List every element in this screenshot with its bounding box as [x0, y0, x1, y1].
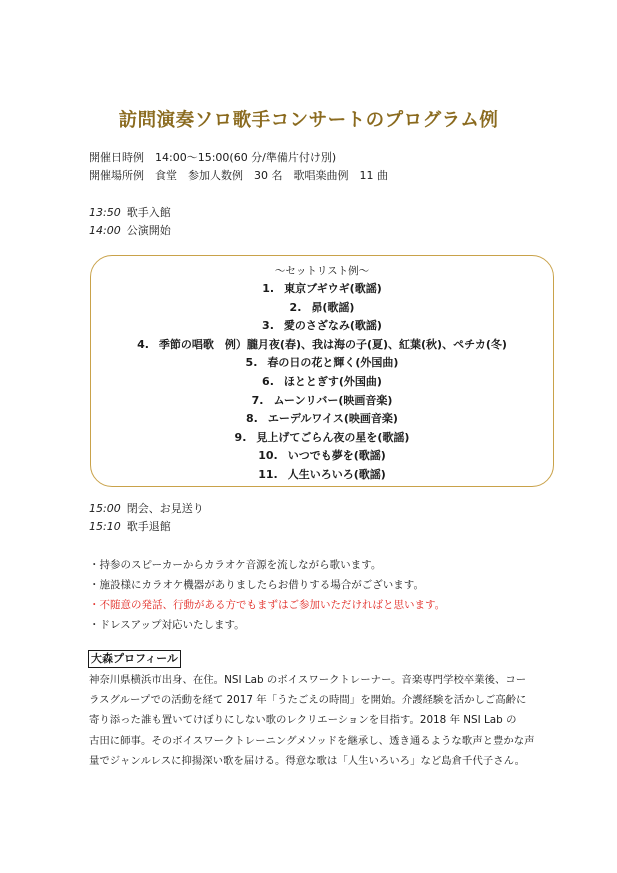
setlist-item-number: 10.	[258, 449, 278, 463]
setlist-item	[91, 336, 553, 355]
setlist-item-title: 見上げてごらん夜の星を(歌謡)	[256, 430, 410, 444]
note: ・ドレスアップ対応いたします。	[89, 619, 245, 631]
setlist-item-title: 人生いろいろ(歌謡)	[287, 467, 386, 481]
setlist-item-number: 7.	[251, 393, 264, 407]
schedule-label: 公演開始	[126, 224, 171, 237]
setlist-item-number: 11.	[258, 467, 278, 481]
schedule-time: 15:00	[89, 502, 121, 515]
setlist-item-title: ムーンリバー(映画音楽)	[273, 393, 393, 407]
setlist-item-number: 3.	[262, 319, 274, 333]
setlist-item-number: 2.	[289, 300, 302, 314]
setlist-item	[91, 299, 553, 318]
note: ・施設様にカラオケ機器がありましたらお借りする場合がございます。	[89, 579, 424, 591]
setlist-item	[91, 410, 553, 429]
setlist-item-title: 春の日の花と輝く(外国曲)	[267, 356, 399, 370]
setlist-item-number: 5.	[245, 356, 258, 370]
schedule-label: 歌手退館	[126, 520, 171, 533]
setlist-item-title: 東京ブギウギ(歌謡)	[284, 282, 382, 295]
setlist-item-title: 昴(歌謡)	[311, 300, 355, 314]
profile-line: ラスグループでの活動を経て 2017 年「うたごえの時間」を開始。介護経験を活かしご高齢に	[89, 694, 527, 707]
profile-line: 量でジャンルレスに抑揚深い歌を届ける。得意な歌は「人生いろいろ」など島倉千代子さん。	[89, 754, 525, 767]
setlist-item-number: 9.	[234, 430, 247, 444]
setlist-item	[91, 447, 553, 466]
setlist-item-title: 愛のさざなみ(歌謡)	[283, 319, 382, 333]
setlist-item	[91, 392, 553, 411]
setlist-box	[90, 255, 554, 487]
setlist-item-number: 4.	[137, 337, 149, 351]
setlist-item-number: 6.	[262, 374, 274, 388]
setlist-item	[91, 429, 553, 448]
setlist-item-title: いつでも夢を(歌謡)	[287, 449, 386, 463]
profile-body	[89, 670, 535, 771]
note: ・持参のスピーカーからカラオケ音源を流しながら歌います。	[89, 559, 382, 571]
setlist-heading: ～セットリスト例～	[274, 265, 370, 277]
setlist-item	[91, 280, 553, 299]
setlist-item-title: 季節の唱歌 例）朧月夜(春)、我は海の子(夏)、紅葉(秋)、ペチカ(冬)	[158, 337, 507, 351]
page-title: 訪問演奏ソロ歌手コンサートのプログラム例	[118, 110, 499, 131]
schedule-item	[89, 518, 171, 534]
setlist	[91, 280, 553, 485]
note-warning: ・不随意の発話、行動がある方でもまずはご参加いただければと思います。	[89, 599, 446, 611]
profile-heading: 大森プロフィール	[88, 650, 181, 668]
schedule-time: 14:00	[89, 224, 121, 237]
profile-line: 古田に師事。そのボイスワークトレーニングメソッドを継承し、透き通るような歌声と豊かな声	[89, 734, 535, 747]
setlist-item-title: エーデルワイス(映画音楽)	[267, 412, 398, 426]
setlist-item-number: 1.	[262, 282, 275, 295]
setlist-item	[91, 466, 553, 485]
event-datetime: 開催日時例 14:00～15:00(60 分/準備片付け別)	[89, 151, 337, 164]
profile-line: 神奈川県横浜市出身、在住。NSI Lab のボイスワークトレーナー。音楽専門学校卒業後、コー	[89, 674, 527, 686]
setlist-item	[91, 373, 553, 392]
schedule-label: 歌手入館	[126, 206, 171, 219]
setlist-item	[91, 317, 553, 336]
profile-line: 寄り添った誰も置いてけぼりにしない歌のレクリエーションを目指す。2018 年 NSI Lab の	[89, 714, 517, 727]
schedule-time: 13:50	[89, 206, 121, 219]
schedule-time: 15:10	[89, 520, 121, 533]
schedule-label: 閉会、お見送り	[126, 502, 204, 515]
setlist-item-title: ほととぎす(外国曲)	[283, 374, 382, 388]
schedule-item	[89, 204, 171, 220]
setlist-item	[91, 354, 553, 373]
schedule-item	[89, 500, 204, 516]
setlist-item-number: 8.	[246, 412, 258, 426]
schedule-item	[89, 222, 171, 238]
event-venue: 開催場所例 食堂 参加人数例 30 名 歌唱楽曲例 11 曲	[89, 169, 388, 182]
